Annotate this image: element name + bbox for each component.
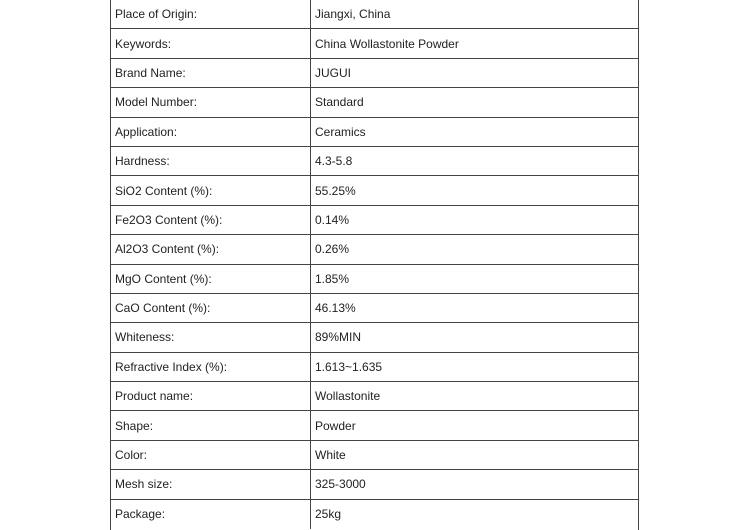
table-row: [111, 323, 638, 352]
row-label: Refractive Index (%):: [111, 353, 311, 381]
row-value: 1.85%: [315, 271, 350, 286]
row-label: Place of Origin:: [111, 0, 311, 28]
row-value: 55.25%: [315, 183, 356, 198]
row-value: 25kg: [315, 507, 342, 522]
table-row: [111, 147, 638, 176]
row-value: 4.3-5.8: [315, 154, 353, 169]
table-row: [111, 235, 638, 264]
row-label: MgO Content (%):: [111, 265, 311, 293]
table-row: [111, 29, 638, 58]
row-label: CaO Content (%):: [111, 294, 311, 322]
row-value: White: [315, 448, 346, 463]
table-row: [111, 382, 638, 411]
table-row: [111, 294, 638, 323]
row-label: Product name:: [111, 382, 311, 410]
table-row: [111, 265, 638, 294]
row-label: Mesh size:: [111, 470, 311, 498]
row-value: Standard: [315, 95, 364, 110]
row-value: 46.13%: [315, 301, 356, 316]
table-row: [111, 176, 638, 205]
row-label: Fe2O3 Content (%):: [111, 206, 311, 234]
row-label: Brand Name:: [111, 59, 311, 87]
row-value: 89%MIN: [315, 330, 362, 345]
table-row: [111, 441, 638, 470]
table-row: [111, 88, 638, 117]
row-value: Powder: [315, 418, 356, 433]
row-label: Keywords:: [111, 29, 311, 57]
row-value: 1.613~1.635: [315, 359, 383, 374]
row-label: Color:: [111, 441, 311, 469]
row-label: Application:: [111, 118, 311, 146]
table-row: [111, 470, 638, 499]
table-row: [111, 500, 638, 529]
row-value: Ceramics: [315, 124, 366, 139]
row-label: Package:: [111, 500, 311, 529]
row-label: Al2O3 Content (%):: [111, 235, 311, 263]
row-value: Jiangxi, China: [315, 7, 391, 22]
table-row: [111, 0, 638, 29]
row-value: China Wollastonite Powder: [315, 36, 459, 51]
row-value: Wollastonite: [315, 389, 381, 404]
table-row: [111, 206, 638, 235]
table-row: [111, 118, 638, 147]
row-label: Hardness:: [111, 147, 311, 175]
row-label: Whiteness:: [111, 323, 311, 351]
row-value: 0.26%: [315, 242, 350, 257]
spec-table: [110, 0, 639, 530]
row-value: JUGUI: [315, 65, 351, 80]
table-row: [111, 59, 638, 88]
table-row: [111, 411, 638, 440]
row-label: Model Number:: [111, 88, 311, 116]
row-value: 0.14%: [315, 212, 350, 227]
row-value: 325-3000: [315, 477, 366, 492]
table-row: [111, 353, 638, 382]
row-label: SiO2 Content (%):: [111, 176, 311, 204]
row-label: Shape:: [111, 411, 311, 439]
